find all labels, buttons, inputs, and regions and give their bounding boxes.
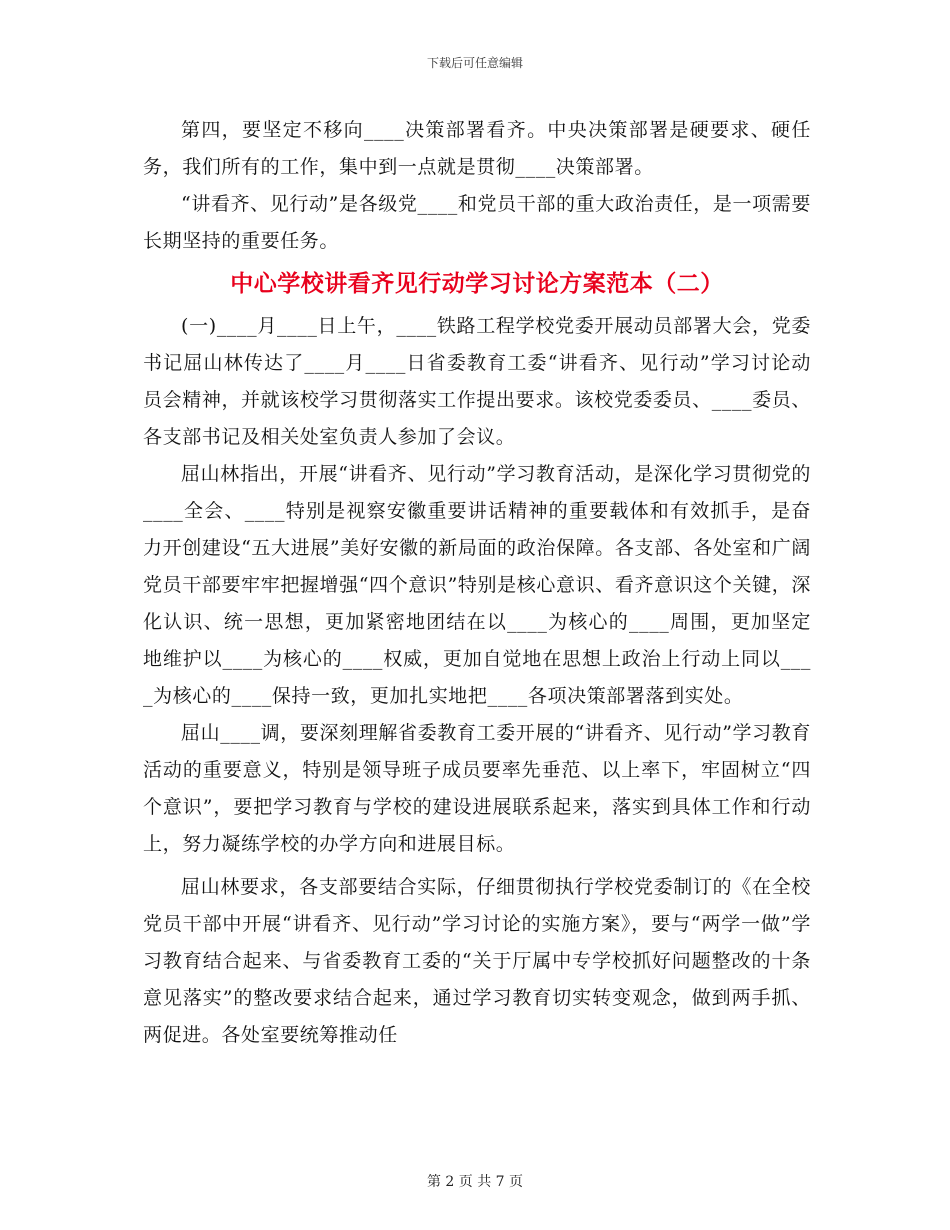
- paragraph-standard-alignment: 第四，要坚定不移向____决策部署看齐。中央决策部署是硬要求、硬任务，我们所有的工作，集中到一点就是贯彻____决策部署。: [143, 119, 811, 178]
- section-title: 中心学校讲看齐见行动学习讨论方案范本（二）: [230, 270, 724, 297]
- page-header: 下载后可任意编辑: [426, 56, 523, 70]
- paragraph-political-responsibility: “讲看齐、见行动”是各级党____和党员干部的重大政治责任，是一项需要长期坚持的重要任务。: [143, 193, 811, 252]
- document-body: [143, 112, 811, 1054]
- paragraph-mobilization-meeting: (一)____月____日上午，____铁路工程学校党委开展动员部署大会，党委书记屈山林传达了____月____日省委教育工委“讲看齐、见行动”学习讨论动员会精神，并就该校学习贯彻落实工作提出要求。该校党委委员、____委员、各支部书记及相关处室负责人参加了会议。: [143, 315, 811, 448]
- page-number: 第 2 页 共 7 页: [426, 1174, 524, 1190]
- paragraph-secretary-points: 屈山林指出，开展“讲看齐、见行动”学习教育活动，是深化学习贯彻党的____全会、____特别是视察安徽重要讲话精神的重要载体和有效抓手，是奋力开创建设“五大进展”美好安徽的新局面的政治保障。各支部、各处室和广阔党员干部要牢牢把握增强“四个意识”特别是核心意识、看齐意识这个关键，深化认识、统一思想，更加紧密地团结在以____为核心的____周围，更加坚定地维护以____为核心的____权威，更加自觉地在思想上政治上行动上同以____为核心的____保持一致，更加扎实地把____各项决策部署落到实处。: [143, 463, 811, 707]
- paragraph-secretary-requirements: 屈山林要求，各支部要结合实际，仔细贯彻执行学校党委制订的《在全校党员干部中开展“讲看齐、见行动”学习讨论的实施方案》，要与“两学一做”学习教育结合起来、与省委教育工委的“关于厅属中专学校抓好问题整改的十条意见落实”的整改要求结合起来，通过学习教育切实转变观念，做到两手抓、两促进。各处室要统筹推动任: [143, 876, 811, 1046]
- paragraph-secretary-emphasis: 屈山____调，要深刻理解省委教育工委开展的“讲看齐、见行动”学习教育活动的重要意义，特别是领导班子成员要率先垂范、以上率下，牢固树立“四个意识”，要把学习教育与学校的建设进展联系起来，落实到具体工作和行动上，努力凝练学校的办学方向和进展目标。: [143, 722, 811, 855]
